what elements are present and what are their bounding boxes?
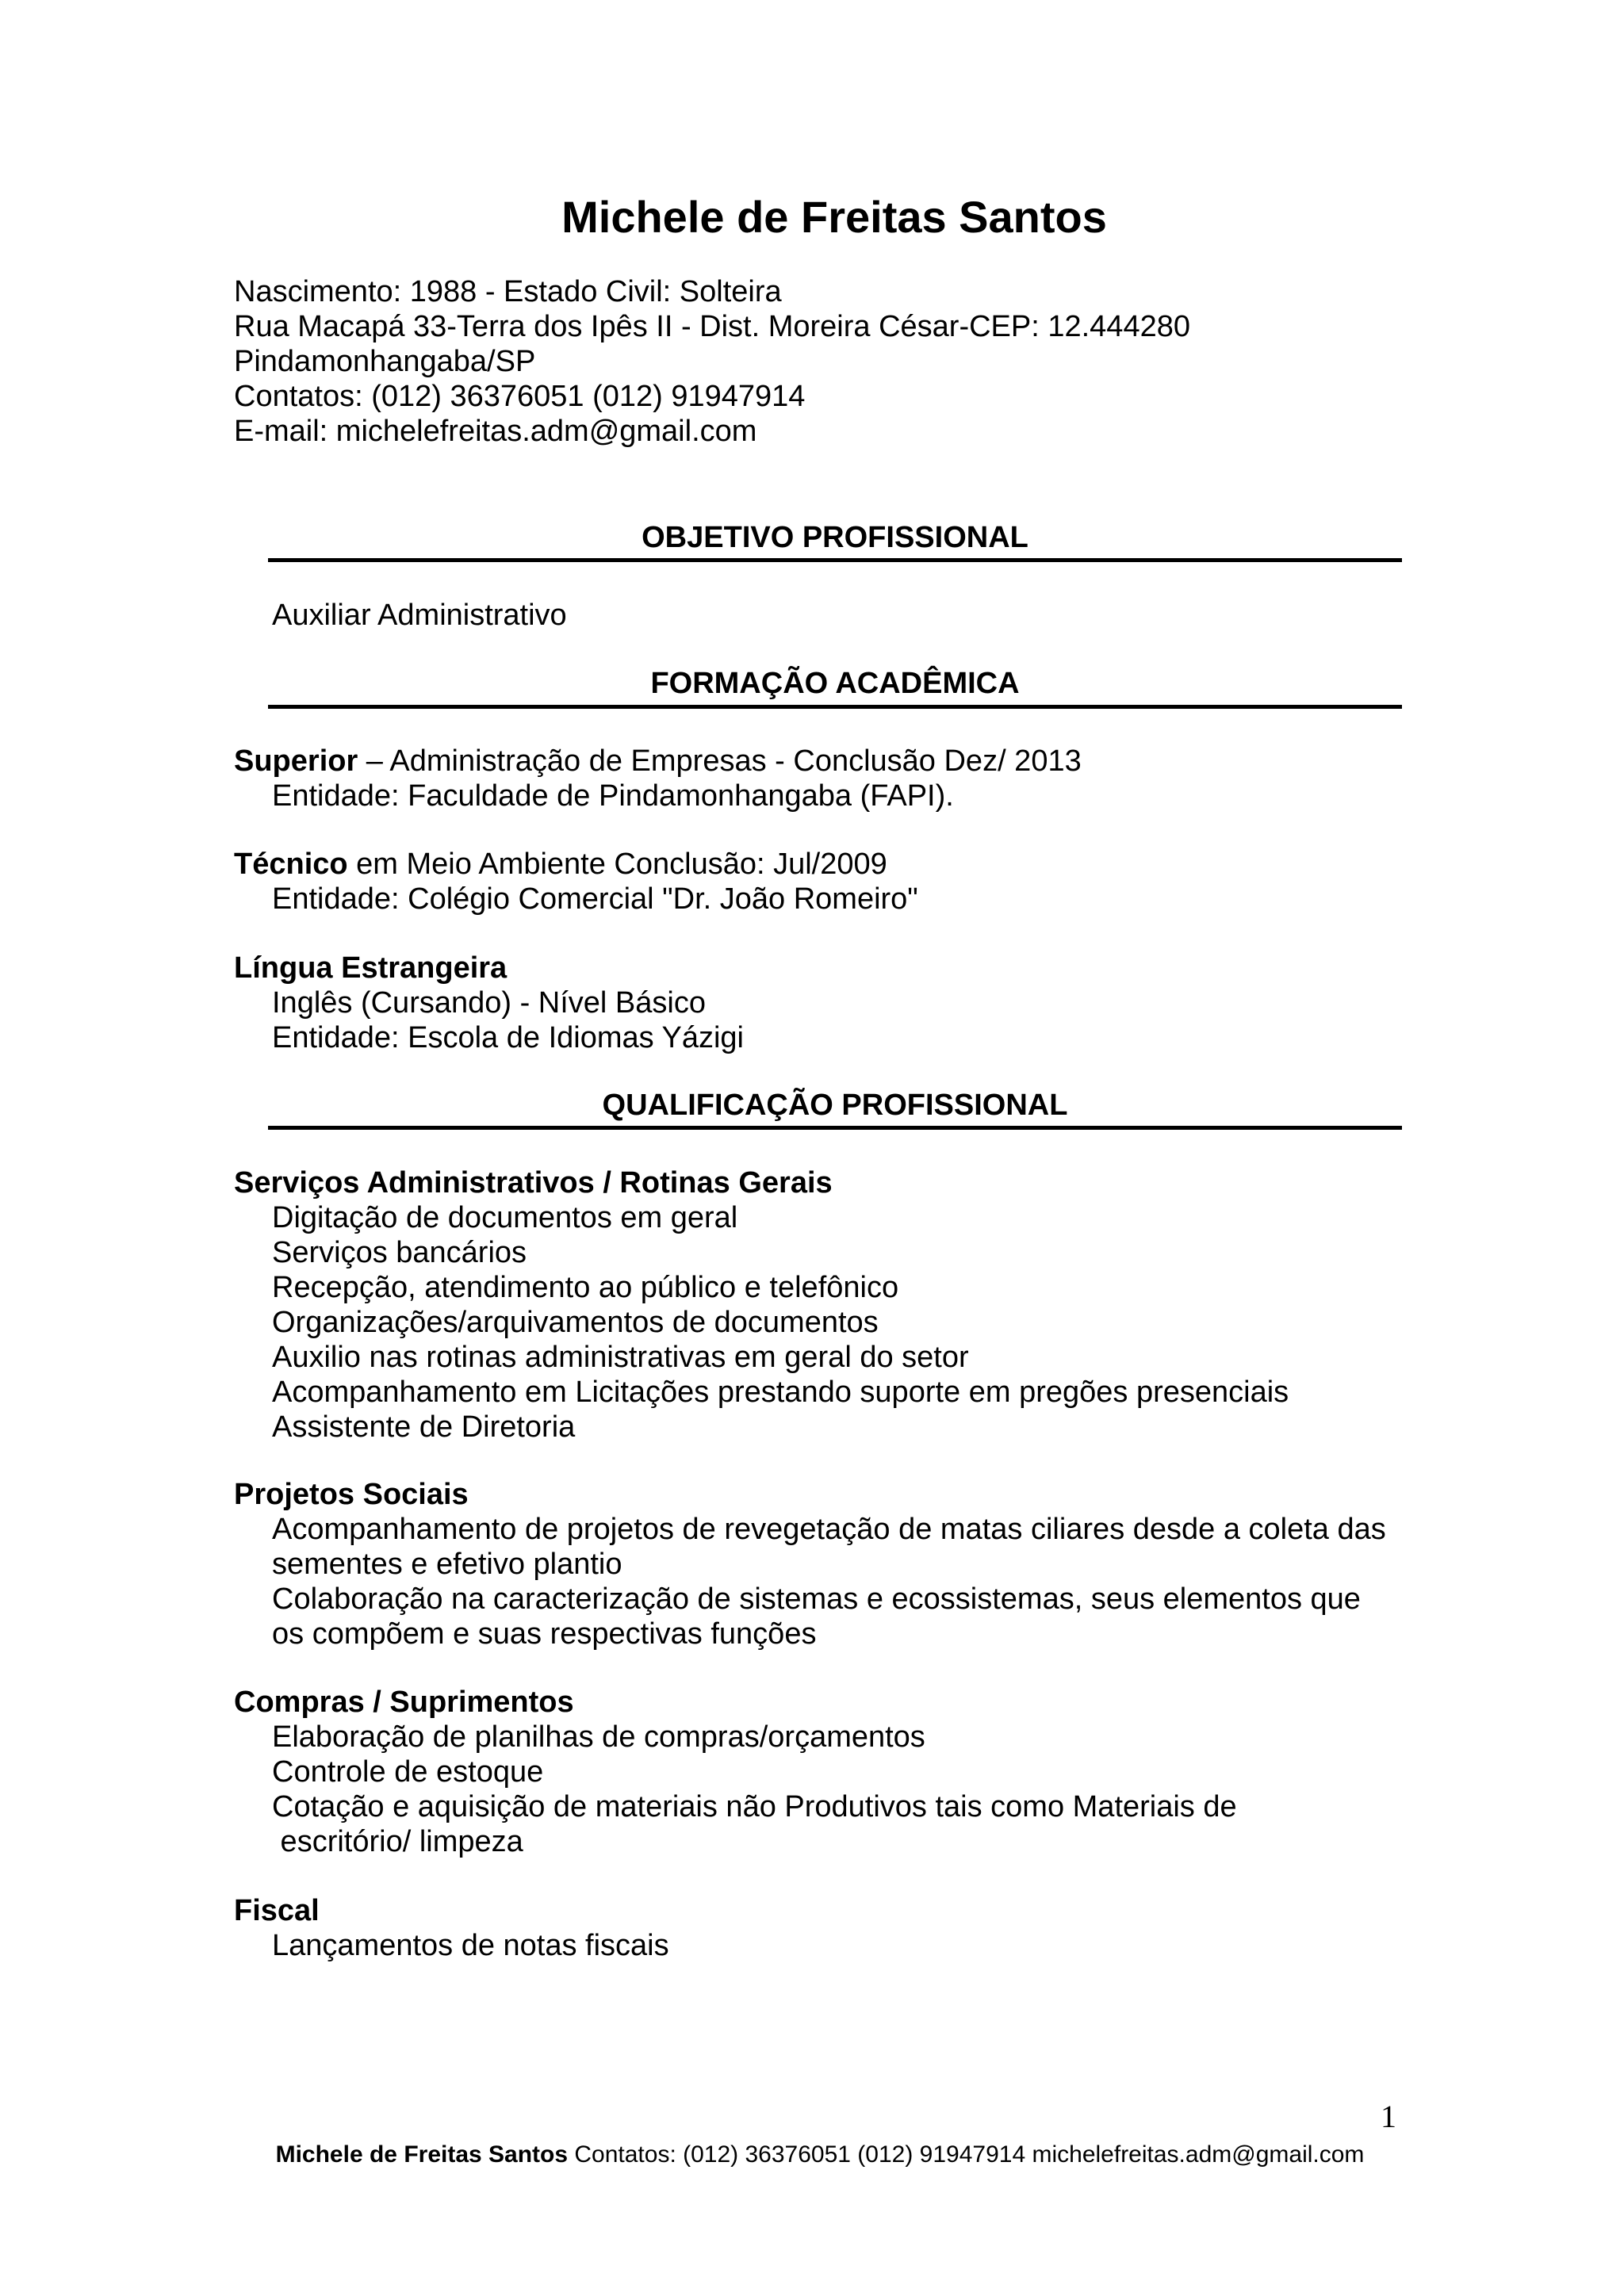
superior-entidade: Entidade: Faculdade de Pindamonhangaba (FAPI).: [272, 779, 954, 813]
group-items-compras: [272, 1720, 1237, 1859]
list-item: Assistente de Diretoria: [272, 1410, 576, 1444]
list-item: Digitação de documentos em geral: [272, 1201, 738, 1234]
page-number: 1: [1381, 2099, 1396, 2134]
group-heading-compras: Compras / Suprimentos: [234, 1686, 574, 1719]
list-item: Acompanhamento em Licitações prestando suporte em pregões presenciais: [272, 1376, 1289, 1409]
lingua-details: [272, 985, 744, 1055]
formacao-section-title: FORMAÇÃO ACADÊMICA: [650, 667, 1020, 700]
list-item: Recepção, atendimento ao público e telefônico: [272, 1271, 899, 1304]
superior-label: Superior: [234, 744, 358, 778]
list-item: Elaboração de planilhas de compras/orçamentos: [272, 1720, 925, 1754]
page-footer: [0, 2141, 1624, 2169]
qualificacao-section-title: QUALIFICAÇÃO PROFISSIONAL: [602, 1089, 1068, 1122]
footer-contacts: Contatos: (012) 36376051 (012) 91947914 michelefreitas.adm@gmail.com: [568, 2141, 1365, 2168]
list-item: Acompanhamento de projetos de revegetação de matas ciliares desde a coleta das: [272, 1513, 1386, 1546]
tecnico-label: Técnico: [234, 848, 348, 881]
list-item: Serviços bancários: [272, 1236, 527, 1269]
city-line: Pindamonhangaba/SP: [234, 345, 536, 378]
qualificacao-divider: [268, 1126, 1402, 1130]
birth-line: Nascimento: 1988 - Estado Civil: Solteira: [234, 275, 782, 308]
list-item: Cotação e aquisição de materiais não Produtivos tais como Materiais de: [272, 1790, 1237, 1823]
objetivo-text: Auxiliar Administrativo: [272, 599, 567, 632]
group-heading-fiscal: Fiscal: [234, 1894, 320, 1927]
list-item: Lançamentos de notas fiscais: [272, 1929, 669, 1962]
lingua-item: Inglês (Cursando) - Nível Básico: [272, 986, 706, 1020]
list-item: Organizações/arquivamentos de documentos: [272, 1306, 879, 1339]
list-item: os compõem e suas respectivas funções: [272, 1617, 817, 1651]
personal-info: [234, 274, 1190, 449]
email-line: E-mail: michelefreitas.adm@gmail.com: [234, 415, 757, 448]
list-item: Auxilio nas rotinas administrativas em geral do setor: [272, 1341, 969, 1374]
objetivo-section-title: OBJETIVO PROFISSIONAL: [642, 521, 1028, 554]
group-items-fiscal: [272, 1928, 669, 1963]
list-item: escritório/ limpeza: [272, 1825, 523, 1858]
group-items-servicos: [272, 1200, 1289, 1445]
group-heading-servicos: Serviços Administrativos / Rotinas Gerais: [234, 1166, 833, 1200]
list-item: Colaboração na caracterização de sistemas e ecossistemas, seus elementos que: [272, 1582, 1361, 1616]
formacao-divider: [268, 705, 1402, 709]
tecnico-line: [234, 847, 887, 882]
objetivo-divider: [268, 558, 1402, 562]
footer-name: Michele de Freitas Santos: [275, 2141, 569, 2168]
tecnico-course: em Meio Ambiente Conclusão: Jul/2009: [347, 848, 887, 881]
group-items-projetos: [272, 1512, 1386, 1651]
list-item: sementes e efetivo plantio: [272, 1548, 622, 1581]
lingua-item: Entidade: Escola de Idiomas Yázigi: [272, 1021, 744, 1054]
superior-course: – Administração de Empresas - Conclusão Dez/ 2013: [358, 744, 1082, 778]
candidate-name: Michele de Freitas Santos: [561, 192, 1107, 242]
lingua-heading: Língua Estrangeira: [234, 951, 508, 985]
group-heading-projetos: Projetos Sociais: [234, 1478, 469, 1511]
superior-line: [234, 744, 1082, 779]
address-line: Rua Macapá 33-Terra dos Ipês II - Dist. Moreira César-CEP: 12.444280: [234, 310, 1190, 343]
contacts-line: Contatos: (012) 36376051 (012) 91947914: [234, 380, 806, 413]
list-item: Controle de estoque: [272, 1755, 544, 1789]
tecnico-entidade: Entidade: Colégio Comercial "Dr. João Romeiro": [272, 882, 918, 916]
